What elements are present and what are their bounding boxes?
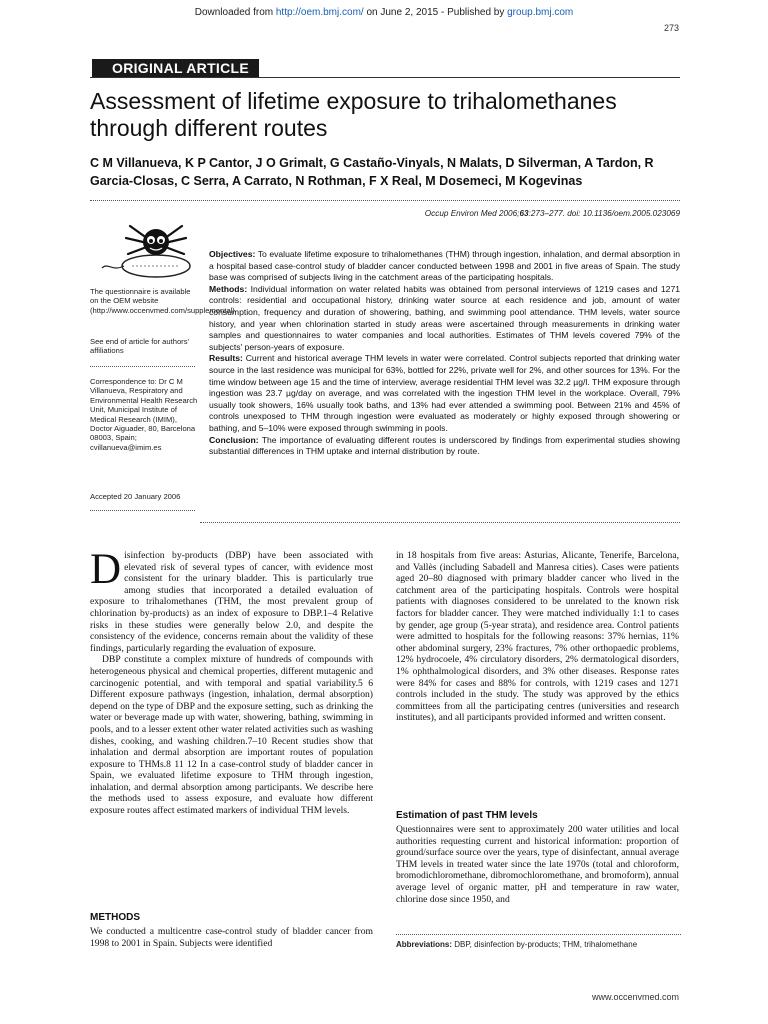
accepted-date: Accepted 20 January 2006 xyxy=(90,492,181,501)
page-number: 273 xyxy=(663,23,679,33)
methods-text: We conducted a multicentre case-control study of bladder cancer from 1998 to 2001 in Spain. Subjects were identified xyxy=(90,926,373,949)
download-bar: Downloaded from http://oem.bmj.com/ on June 2, 2015 - Published by group.bmj.com xyxy=(194,7,574,18)
questionnaire-note: The questionnaire is available on the OEM website (http://www.occenvmed.com/supplemental) xyxy=(90,287,235,315)
drop-cap: D xyxy=(90,546,122,593)
divider xyxy=(90,200,680,201)
divider xyxy=(90,366,195,367)
intro-paragraph: Disinfection by-products (DBP) have been associated with elevated risk of several types of cancer, with evidence most consistent for the urinary bladder. This is particularly true among studies that incorporated a detailed evaluation of exposure to trihalomethanes (THM, the most prevalent group of chlorination by-products) as an index of exposure to DBP.1–4 Relative risks in these studies were generally below 2.0, and despite the consistency of the evidence, concerns remain about the validity of these findings, particularly regarding the evaluation of exposure. xyxy=(90,546,373,654)
abstract-conclusion: Conclusion: The importance of evaluating different routes is underscored by findings from experimental studies showing substantial differences in THM uptake and internal distribution by route. xyxy=(209,434,680,457)
subheading: Estimation of past THM levels xyxy=(396,810,538,821)
author-list: C M Villanueva, K P Cantor, J O Grimalt, G Castaño-Vinyals, N Malats, D Silverman, A Tardon, R Garcia-Closas, C Serra, A Carrato, N Rothman, F X Real, M Dosemeci, M Kogevinas xyxy=(90,156,654,188)
divider xyxy=(90,510,195,511)
right-column xyxy=(396,550,679,724)
intro-paragraph: DBP constitute a complex mixture of hundreds of compounds with heterogeneous physical and chemical properties, different mutagenic and carcinogenic potential, and with temporal and spatial variability.5 6 Different exposure pathways (ingestion, inhalation, dermal absorption) depend on the type of DBP and the exposure setting, such as drinking the water or beverage made up with water, showering, bathing, swimming in pools, and to a lesser extent other water related activities such as washing dishes, cooking, and washing children.7–10 Recent studies show that inhalation and dermal absorption are important routes of population exposure to THMs.8 11 12 In a case-control study of bladder cancer in Spain, we evaluated lifetime exposure to THM through ingestion, inhalation, and dermal absorption among participants. We describe here the methods used to assess exposure, and evaluate how different exposure routes affect estimated markers of individual THM levels. xyxy=(90,654,373,817)
divider xyxy=(200,522,680,523)
correspondence: Correspondence to: Dr C M Villanueva, Respiratory and Environmental Health Research Unit, Municipal Institute of Medical Research (IMIM), Doctor Aiguader, 80, Barcelona 08003, Spain; cvillanueva@imim.es xyxy=(90,377,198,452)
publisher-link[interactable]: group.bmj.com xyxy=(507,7,574,18)
thm-paragraph: Questionnaires were sent to approximately 200 water utilities and local authorities requesting current and historical information: proportion of ground/surface source over the years, type of disinfectant, annual average THM levels in treated water since the late 1970s (total and chloroform, bromodichloromethane, dibromochloromethane, and bromoform), annual average level of organic matter, pH and temperature in raw water, chlorine dose since 1950, and xyxy=(396,824,679,905)
abstract-results: Results: Current and historical average THM levels in water were correlated. Control subjects reported that drinking water source in the last residence was municipal for 63%, bottled for 22%, private well for 2%, and other sources for 13%. For the time window between age 15 and the time of interview, average residential THM level was 32.2 µg/l. THM exposure through ingestion was 23.7 µg/day on average, and was correlated with the ingestion THM level in the workplace. Overall, 79% usually took showers, 16% usually took baths, and 13% had ever attended a swimming pool. Between 21% and 45% of controls unexposed to THM through ingestion were evaluated as moderately or highly exposed through showering or bathing, and 5–10% were exposed through swimming in pools. xyxy=(209,353,680,433)
abstract-objectives: Objectives: To evaluate lifetime exposure to trihalomethanes (THM) through ingestion, inhalation, and dermal absorption in a hospital based case-control study of bladder cancer conducted between 1998 and 2001 in five areas of Spain. The study base was comprised of subjects living in the catchment areas of the participating hospitals. xyxy=(209,249,680,283)
footer-url: www.occenvmed.com xyxy=(591,992,679,1002)
abbreviations: Abbreviations: DBP, disinfection by-products; THM, trihalomethane xyxy=(396,940,638,949)
divider xyxy=(396,934,681,935)
methods-heading: METHODS xyxy=(90,912,140,923)
abstract xyxy=(209,249,680,458)
journal-link[interactable]: http://oem.bmj.com/ xyxy=(275,7,364,18)
section-tag: ORIGINAL ARTICLE xyxy=(92,59,259,77)
affiliations-note: See end of article for authors' affiliations xyxy=(90,337,189,356)
article-title: Assessment of lifetime exposure to trihalomethanes through different routes xyxy=(90,88,617,141)
spider-mouse-logo-icon xyxy=(98,222,198,280)
left-column xyxy=(90,546,373,817)
divider xyxy=(90,77,680,78)
study-paragraph: in 18 hospitals from five areas: Asturias, Alicante, Tenerife, Barcelona, and Vallès (including Sabadell and Manresa cities). Cases were patients aged 20–80 diagnosed with primary bladder cancer who lived in the catchment area of the participating hospitals. Controls were hospital patients with diagnoses considered to be unrelated to the known risk factors for bladder cancer. They were matched individually 1:1 to cases by gender, age group (5-year strata), and residence area. Control patients were admitted to hospitals for the following reasons: 37% hernias, 11% other abdominal surgery, 23% fractures, 7% other orthopaedic problems, 12% hydrocoele, 4% circulatory disorders, 2% dermatological disorders, 1% ophthalmological disorders, and 3% other diseases. Response rates were 84% for cases and 88% for controls, with 1219 cases and 1271 controls included in the study. The study was approved by the ethics committees from all the participating centres (universities and research institutes), and all participants provided informed and written consent. xyxy=(396,550,679,724)
citation: Occup Environ Med 2006;63:273–277. doi: 10.1136/oem.2005.023069 xyxy=(424,209,680,218)
abstract-methods: Methods: Individual information on water related habits was obtained from personal interviews of 1219 cases and 1271 controls: residential and occupational history, drinking water source at each residence and job, amount of water consumption, frequency and duration of showering, bathing, and swimming pool attendance. THM levels, water source history, and year when chlorination started in study areas were ascertained through measurements in drinking water samples and questionnaires to water companies and local authorities. Estimates of THM levels covered 79% of the subjects' person-years of exposure. xyxy=(209,283,680,352)
